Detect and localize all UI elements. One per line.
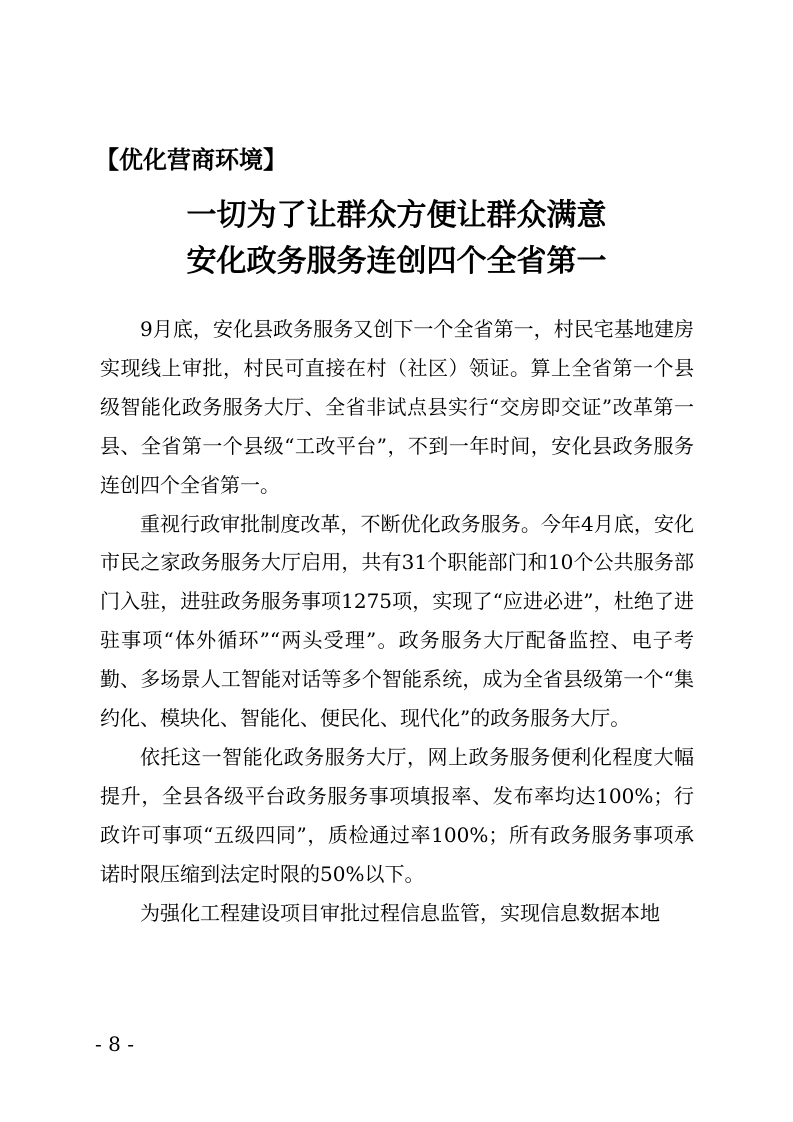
headline-line-2: 安化政务服务连创四个全省第一 xyxy=(186,244,607,279)
paragraph: 重视行政审批制度改革，不断优化政务服务。今年4月底，安化市民之家政务服务大厅启用，共有31个职能部门和10个公共服务部门入驻，进驻政务服务事项1275项，实现了“应进必进”，杜绝了进驻事项“体外循环”“两头受理”。政务服务大厅配备监控、电子考勤、多场景人工智能对话等多个智能系统，成为全省县级第一个“集约化、模块化、智能化、便民化、现代化”的政务服务大厅。 xyxy=(100,511,694,731)
paragraph: 为强化工程建设项目审批过程信息监管，实现信息数据本地 xyxy=(140,900,660,925)
article-body xyxy=(100,310,694,933)
section-tag: 【优化营商环境】 xyxy=(95,146,287,174)
page-number: - 8 - xyxy=(95,1032,134,1056)
paragraph: 依托这一智能化政务服务大厅，网上政务服务便利化程度大幅提升，全县各级平台政务服务事项填报率、发布率均达100%；行政许可事项“五级四同”，质检通过率100%；所有政务服务事项承诺时限压缩到法定时限的50%以下。 xyxy=(100,744,694,886)
headline-line-1: 一切为了让群众方便让群众满意 xyxy=(186,198,607,233)
paragraph: 9月底，安化县政务服务又创下一个全省第一，村民宅基地建房实现线上审批，村民可直接在村（社区）领证。算上全省第一个县级智能化政务服务大厅、全省非试点县实行“交房即交证”改革第一县、全省第一个县级“工改平台”，不到一年时间，安化县政务服务连创四个全省第一。 xyxy=(100,317,694,497)
